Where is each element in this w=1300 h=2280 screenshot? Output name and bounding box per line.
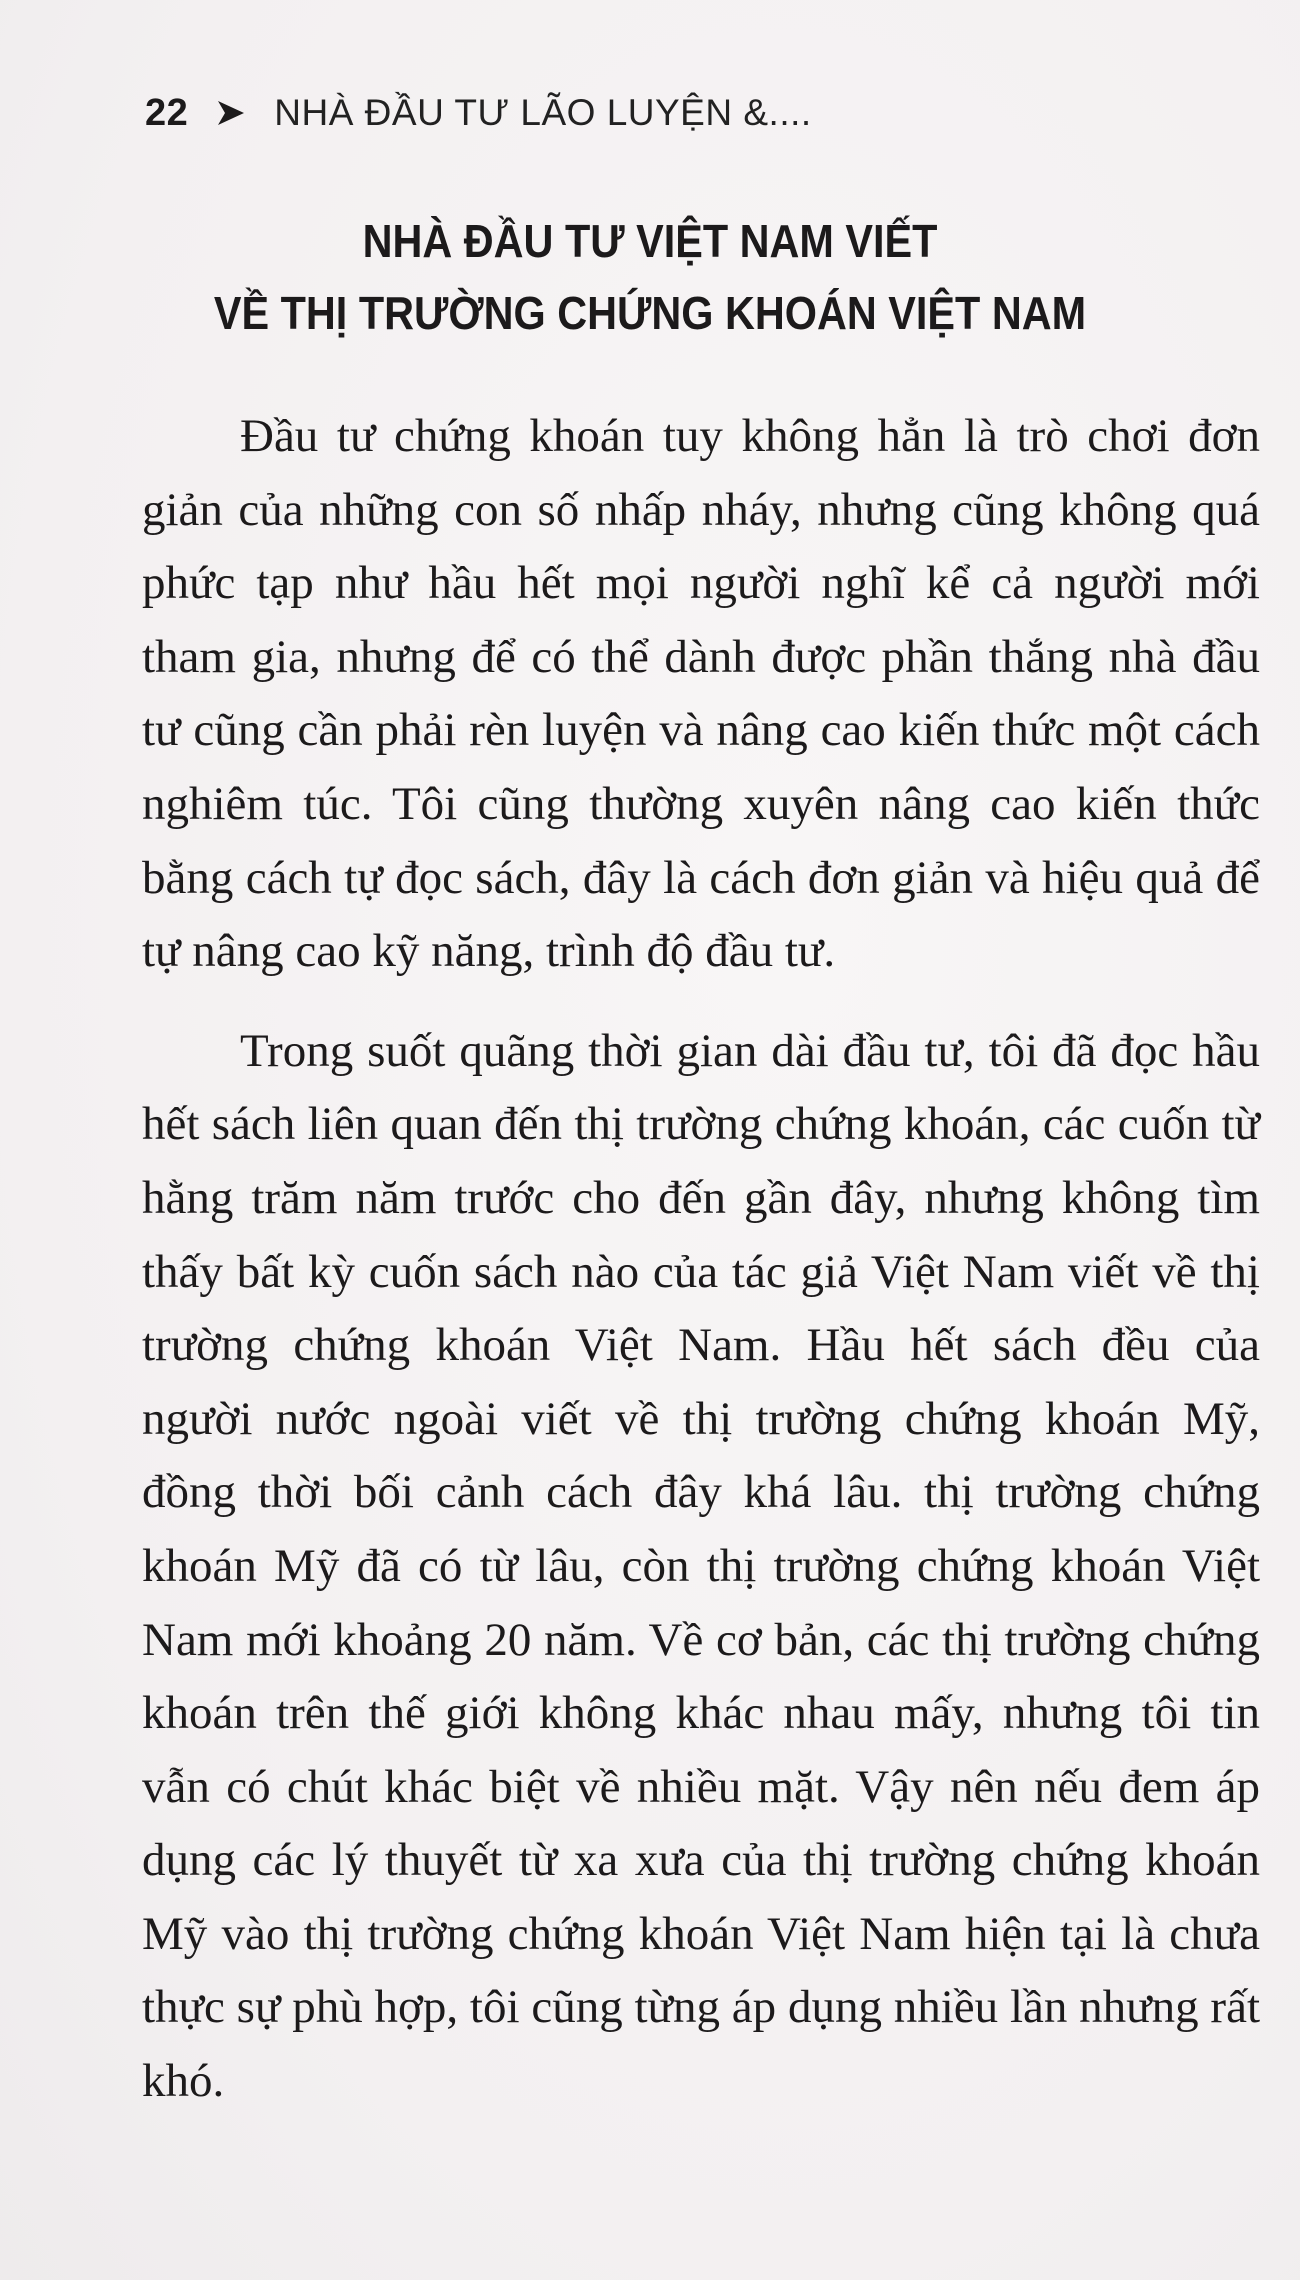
running-header bbox=[145, 88, 812, 138]
chapter-title-line-1: NHÀ ĐẦU TƯ VIỆT NAM VIẾT bbox=[362, 215, 938, 267]
chapter-title-line-2: VỀ THỊ TRƯỜNG CHỨNG KHOÁN VIỆT NAM bbox=[213, 287, 1087, 339]
paragraph-2: Trong suốt quãng thời gian dài đầu tư, tôi đã đọc hầu hết sách liên quan đến thị trường chứng khoán, các cuốn từ hằng trăm năm trước cho đến gần đây, nhưng không tìm thấy bất kỳ cuốn sách nào của tác giả Việt Nam viết về thị trường chứng khoán Việt Nam. Hầu hết sách đều của người nước ngoài viết về thị trường chứng khoán Mỹ, đồng thời bối cảnh cách đây khá lâu. thị trường chứng khoán Mỹ đã có từ lâu, còn thị trường chứng khoán Việt Nam mới khoảng 20 năm. Về cơ bản, các thị trường chứng khoán trên thế giới không khác nhau mấy, nhưng tôi tin vẫn có chút khác biệt về nhiều mặt. Vậy nên nếu đem áp dụng các lý thuyết từ xa xưa của thị trường chứng khoán Mỹ vào thị trường chứng khoán Việt Nam hiện tại là chưa thực sự phù hợp, tôi cũng từng áp dụng nhiều lần nhưng rất khó. bbox=[142, 1024, 1260, 2108]
chapter-title bbox=[200, 205, 1100, 349]
page-number: 22 bbox=[145, 91, 189, 134]
body-text bbox=[142, 400, 1260, 2119]
paragraph-1: Đầu tư chứng khoán tuy không hẳn là trò chơi đơn giản của những con số nhấp nháy, nhưng cũng không quá phức tạp như hầu hết mọi người nghĩ kể cả người mới tham gia, nhưng để có thể dành được phần thắng nhà đầu tư cũng cần phải rèn luyện và nâng cao kiến thức một cách nghiêm túc. Tôi cũng thường xuyên nâng cao kiến thức bằng cách tự đọc sách, đây là cách đơn giản và hiệu quả để tự nâng cao kỹ năng, trình độ đầu tư. bbox=[142, 410, 1260, 978]
running-title: NHÀ ĐẦU TƯ LÃO LUYỆN &.... bbox=[274, 92, 812, 133]
chevron-right-arrow-icon bbox=[216, 99, 246, 127]
